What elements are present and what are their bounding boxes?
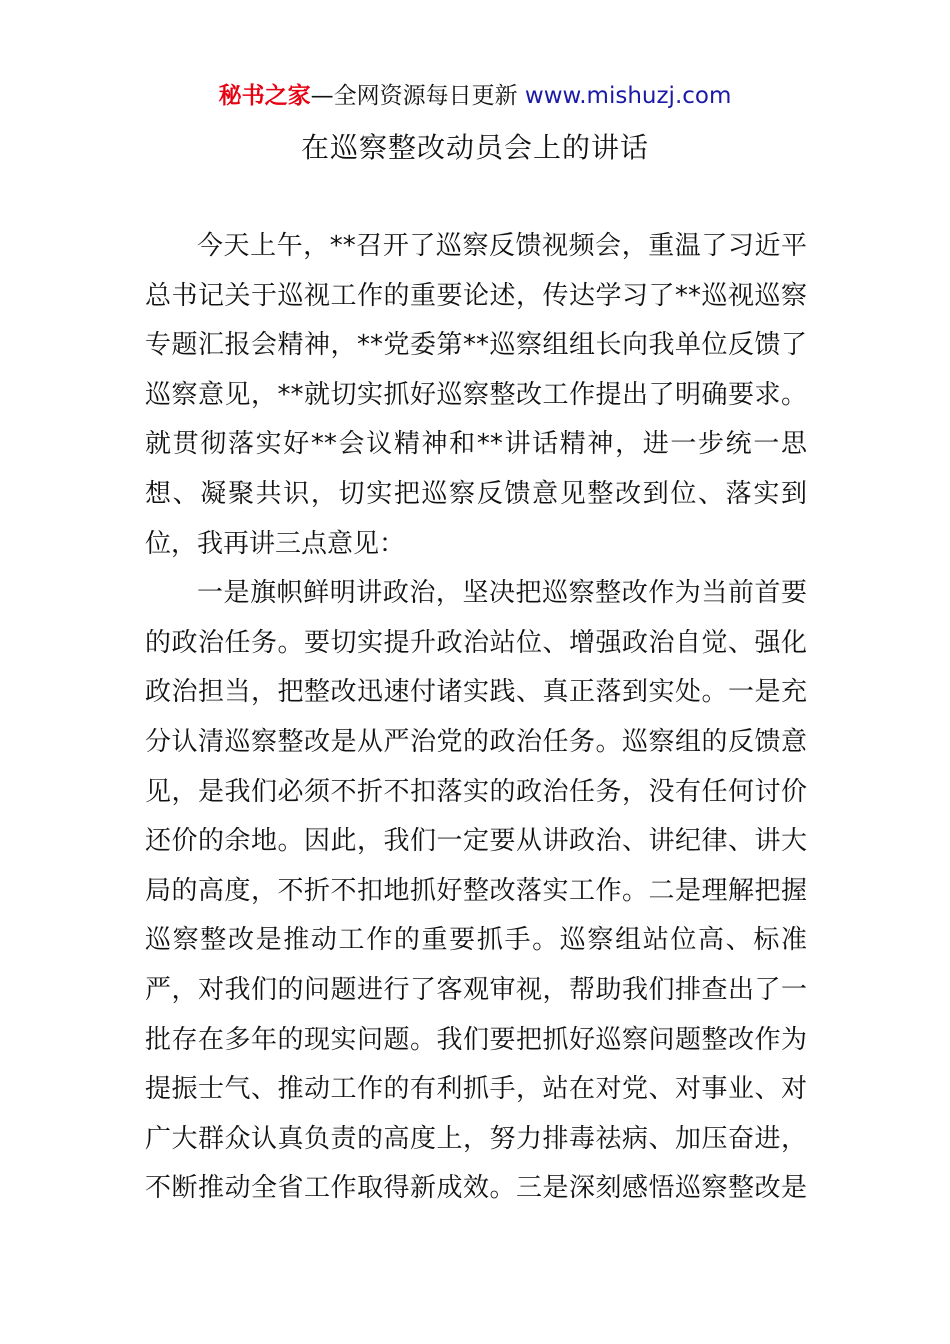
text-line: 见，是我们必须不折不扣落实的政治任务，没有任何讨价 xyxy=(145,776,807,807)
site-banner xyxy=(0,80,950,112)
text-line: 提振士气、推动工作的有利抓手，站在对党、对事业、对 xyxy=(145,1074,807,1105)
text-line: 巡察意见，**就切实抓好巡察整改工作提出了明确要求。 xyxy=(145,379,807,410)
site-url[interactable]: www.mishuzj.com xyxy=(524,83,732,109)
text-line: 今天上午，**召开了巡察反馈视频会，重温了习近平 xyxy=(197,231,807,261)
text-line: 还价的余地。因此，我们一定要从讲政治、讲纪律、讲大 xyxy=(145,826,807,857)
text-line: 一是旗帜鲜明讲政治，坚决把巡察整改作为当前首要 xyxy=(197,578,807,609)
text-line: 分认清巡察整改是从严治党的政治任务。巡察组的反馈意 xyxy=(145,726,807,757)
text-line: 不断推动全省工作取得新成效。三是深刻感悟巡察整改是 xyxy=(145,1173,807,1204)
text-line: 想、凝聚共识，切实把巡察反馈意见整改到位、落实到 xyxy=(145,478,807,509)
text-line: 局的高度，不折不扣地抓好整改落实工作。二是理解把握 xyxy=(145,875,807,906)
brand-name: 秘书之家 xyxy=(218,83,311,109)
document-title: 在巡察整改动员会上的讲话 xyxy=(300,131,649,164)
text-line: 批存在多年的现实问题。我们要把抓好巡察问题整改作为 xyxy=(145,1024,807,1055)
brand-slogan: —全网资源每日更新 xyxy=(310,83,525,109)
text-line: 广大群众认真负责的高度上，努力排毒祛病、加压奋进， xyxy=(145,1123,807,1154)
text-line: 的政治任务。要切实提升政治站位、增强政治自觉、强化 xyxy=(145,627,807,658)
document-body xyxy=(145,222,807,1214)
text-line: 总书记关于巡视工作的重要论述，传达学习了**巡视巡察 xyxy=(145,280,807,311)
text-line: 专题汇报会精神，**党委第**巡察组组长向我单位反馈了 xyxy=(145,330,807,361)
text-line: 政治担当，把整改迅速付诸实践、真正落到实处。一是充 xyxy=(145,677,807,708)
text-line: 巡察整改是推动工作的重要抓手。巡察组站位高、标准 xyxy=(145,925,807,956)
text-line: 严，对我们的问题进行了客观审视，帮助我们排查出了一 xyxy=(145,974,807,1005)
text-line: 就贯彻落实好**会议精神和**讲话精神，进一步统一思 xyxy=(145,429,807,460)
text-line: 位，我再讲三点意见： xyxy=(145,528,406,559)
